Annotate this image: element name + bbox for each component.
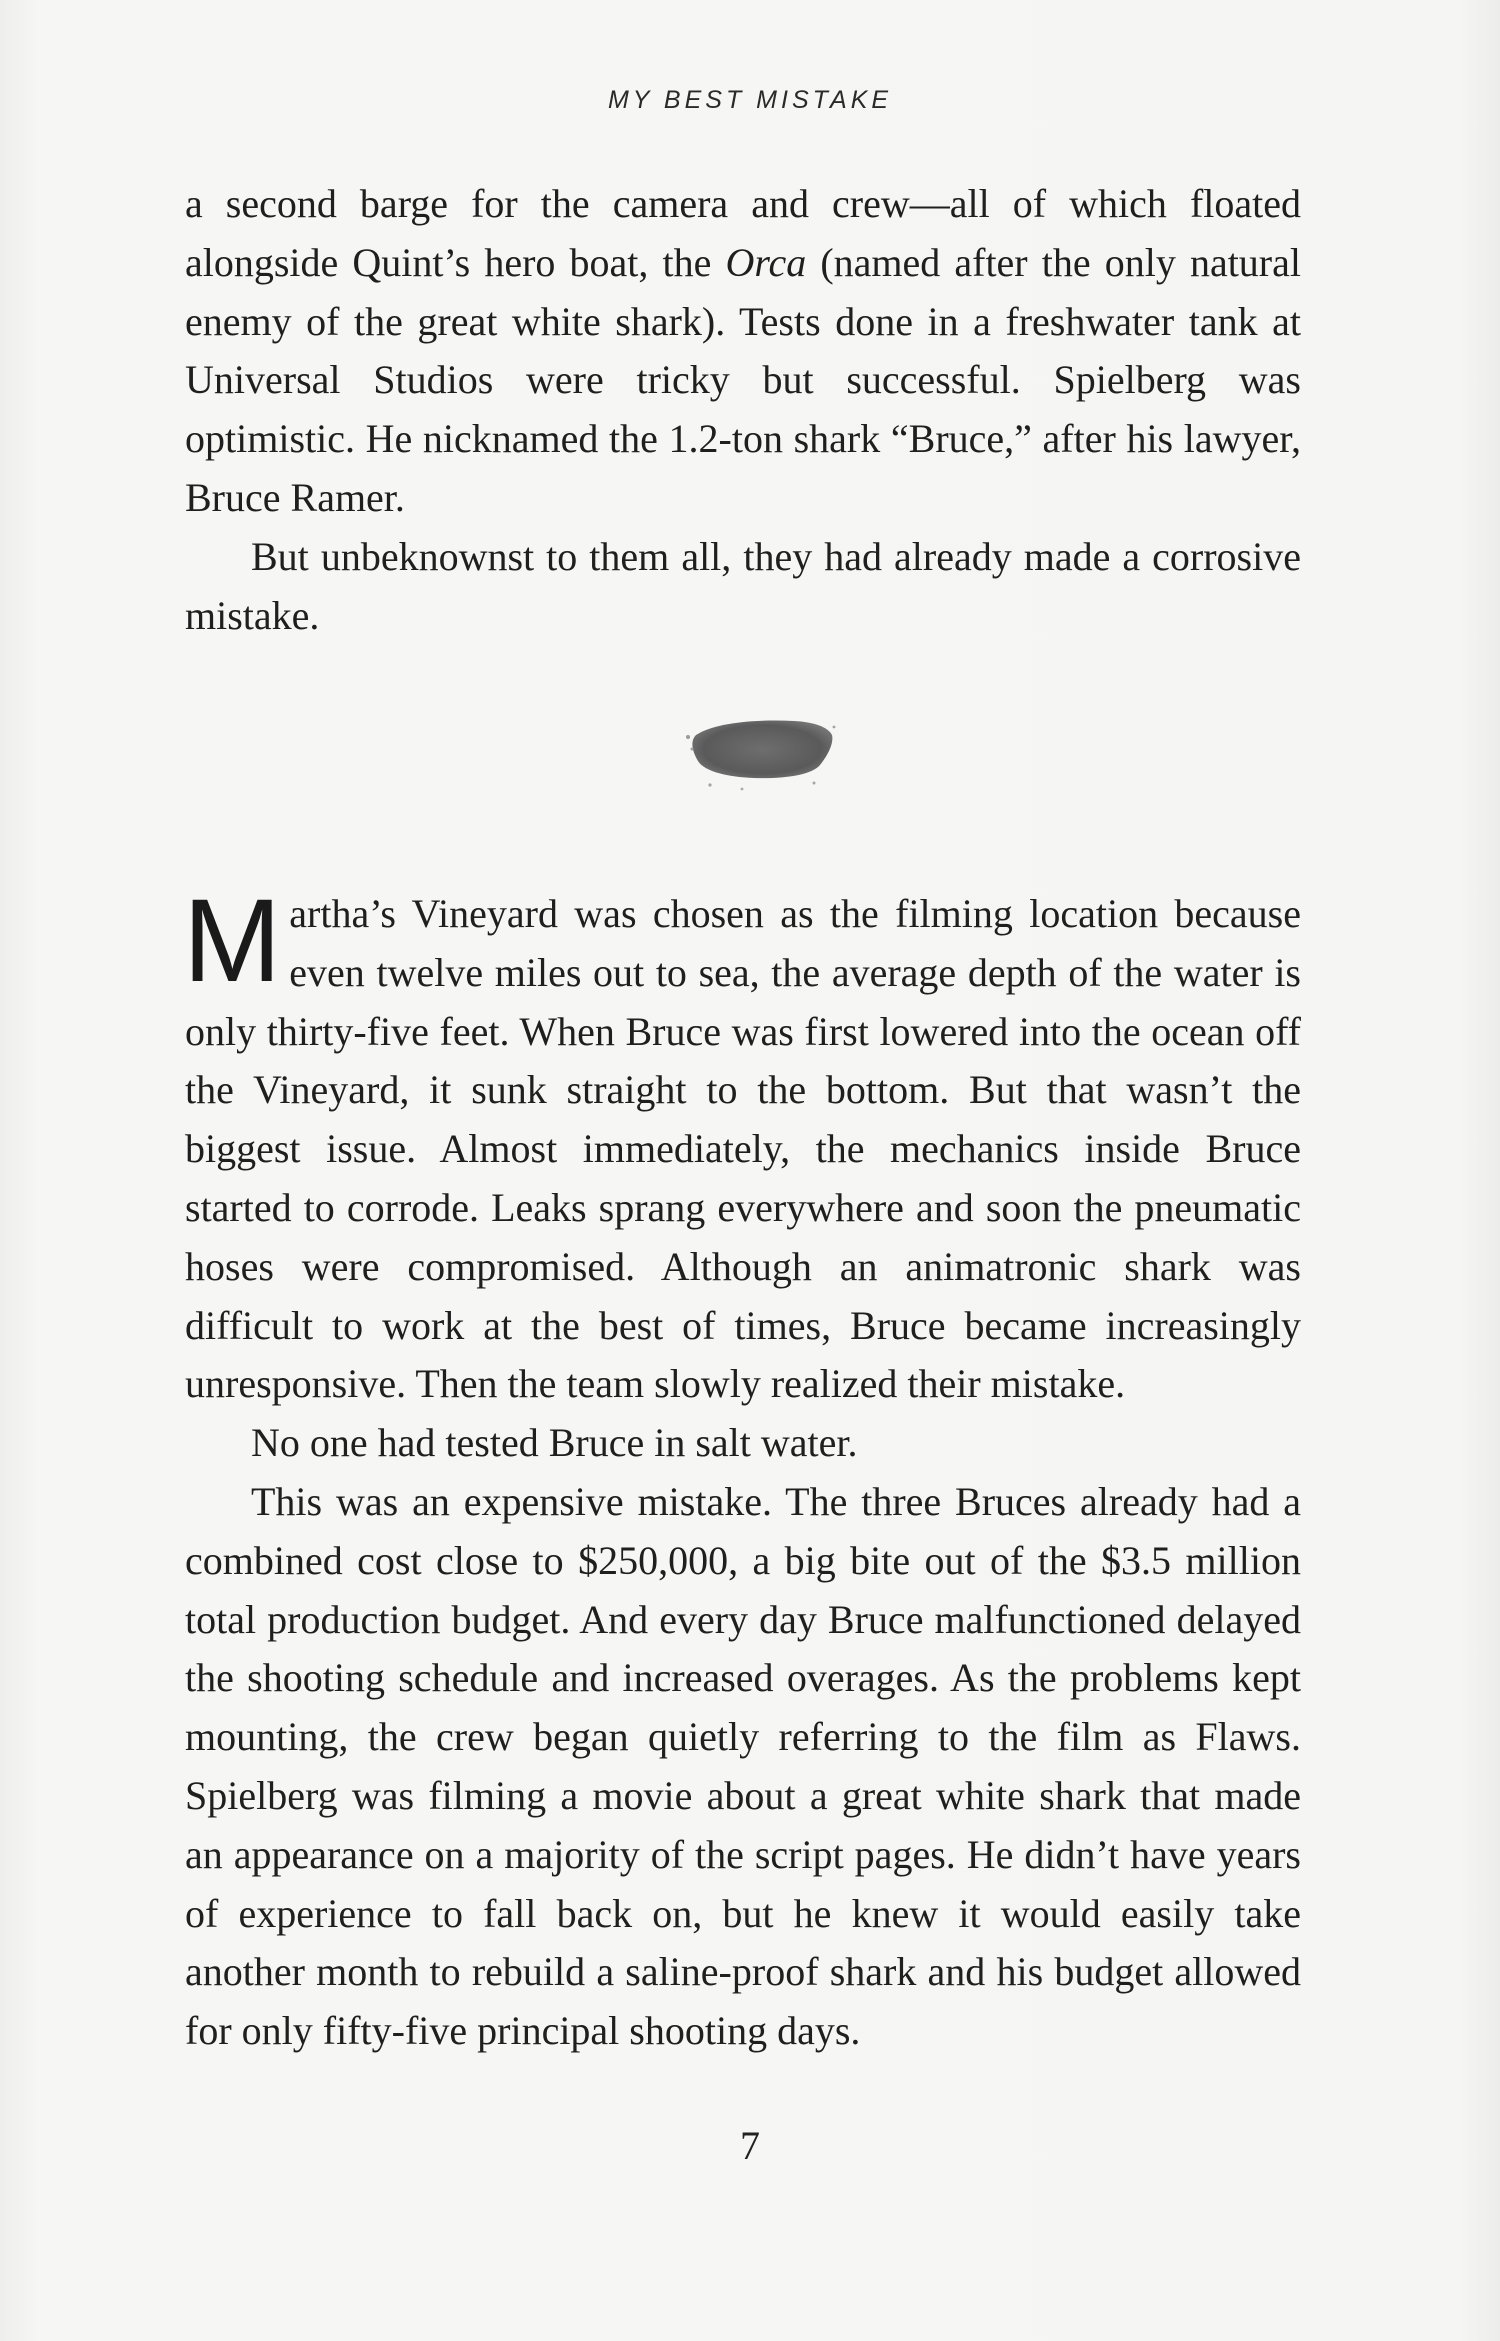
paragraph: This was an expensive mistake. The three Bruces already had a combined cost close to $250,000, a big bite out of the $3.5 million total production budget. And every day Bruce malfunctioned delayed the shooting schedule and increased overages. As the problems kept mounting, the crew began quietly referring to the film as Flaws. Spielberg was filming a movie about a great white shark that made an appearance on a majority of the script pages. He didn’t have years of experience to fall back on, but he knew it would easily take another month to rebuild a saline-proof shark and his budget allowed for only fifty-five principal shooting days. <box>185 1478 1301 2054</box>
paragraph-text: (named after the only natural enemy of the great white shark). Tests done in a freshwater tank at Universal Studios were tricky but successful. Spielberg was optimistic. He nicknamed the 1.2-ton shark “Bruce,” after his lawyer, Bruce Ramer. <box>185 239 1301 520</box>
paragraph: But unbeknownst to them all, they had already made a corrosive mistake. <box>185 533 1301 638</box>
page-number: 7 <box>740 2123 760 2168</box>
text-block-top <box>185 175 1301 645</box>
paragraph-continued <box>185 175 1301 528</box>
paragraph-text: artha’s Vineyard was chosen as the filming location because even twelve miles out to sea, the average depth of the water is only thirty-five feet. When Bruce was first lowered into the ocean off the Vineyard, it sunk straight to the bottom. But that wasn’t the biggest issue. Almost immediately, the mechanics inside Bruce started to corrode. Leaks sprang everywhere and soon the pneumatic hoses were compromised. Although an animatronic shark was difficult to work at the best of times, Bruce became increasingly unresponsive. Then the team slowly realized their mistake. <box>185 891 1301 1407</box>
text-block-main <box>183 875 1301 2061</box>
drop-cap: M <box>183 875 282 1007</box>
section-break-ornament-icon <box>674 705 844 795</box>
italic-boat-name: Orca <box>725 239 807 285</box>
paragraph-dropcap <box>183 875 1301 1414</box>
paragraph: No one had tested Bruce in salt water. <box>251 1420 858 1466</box>
paragraph-text: a second barge for the camera and crew—all of which floated alongside Quint’s hero boat, the <box>185 181 1301 285</box>
running-header: MY BEST MISTAKE <box>607 86 893 114</box>
